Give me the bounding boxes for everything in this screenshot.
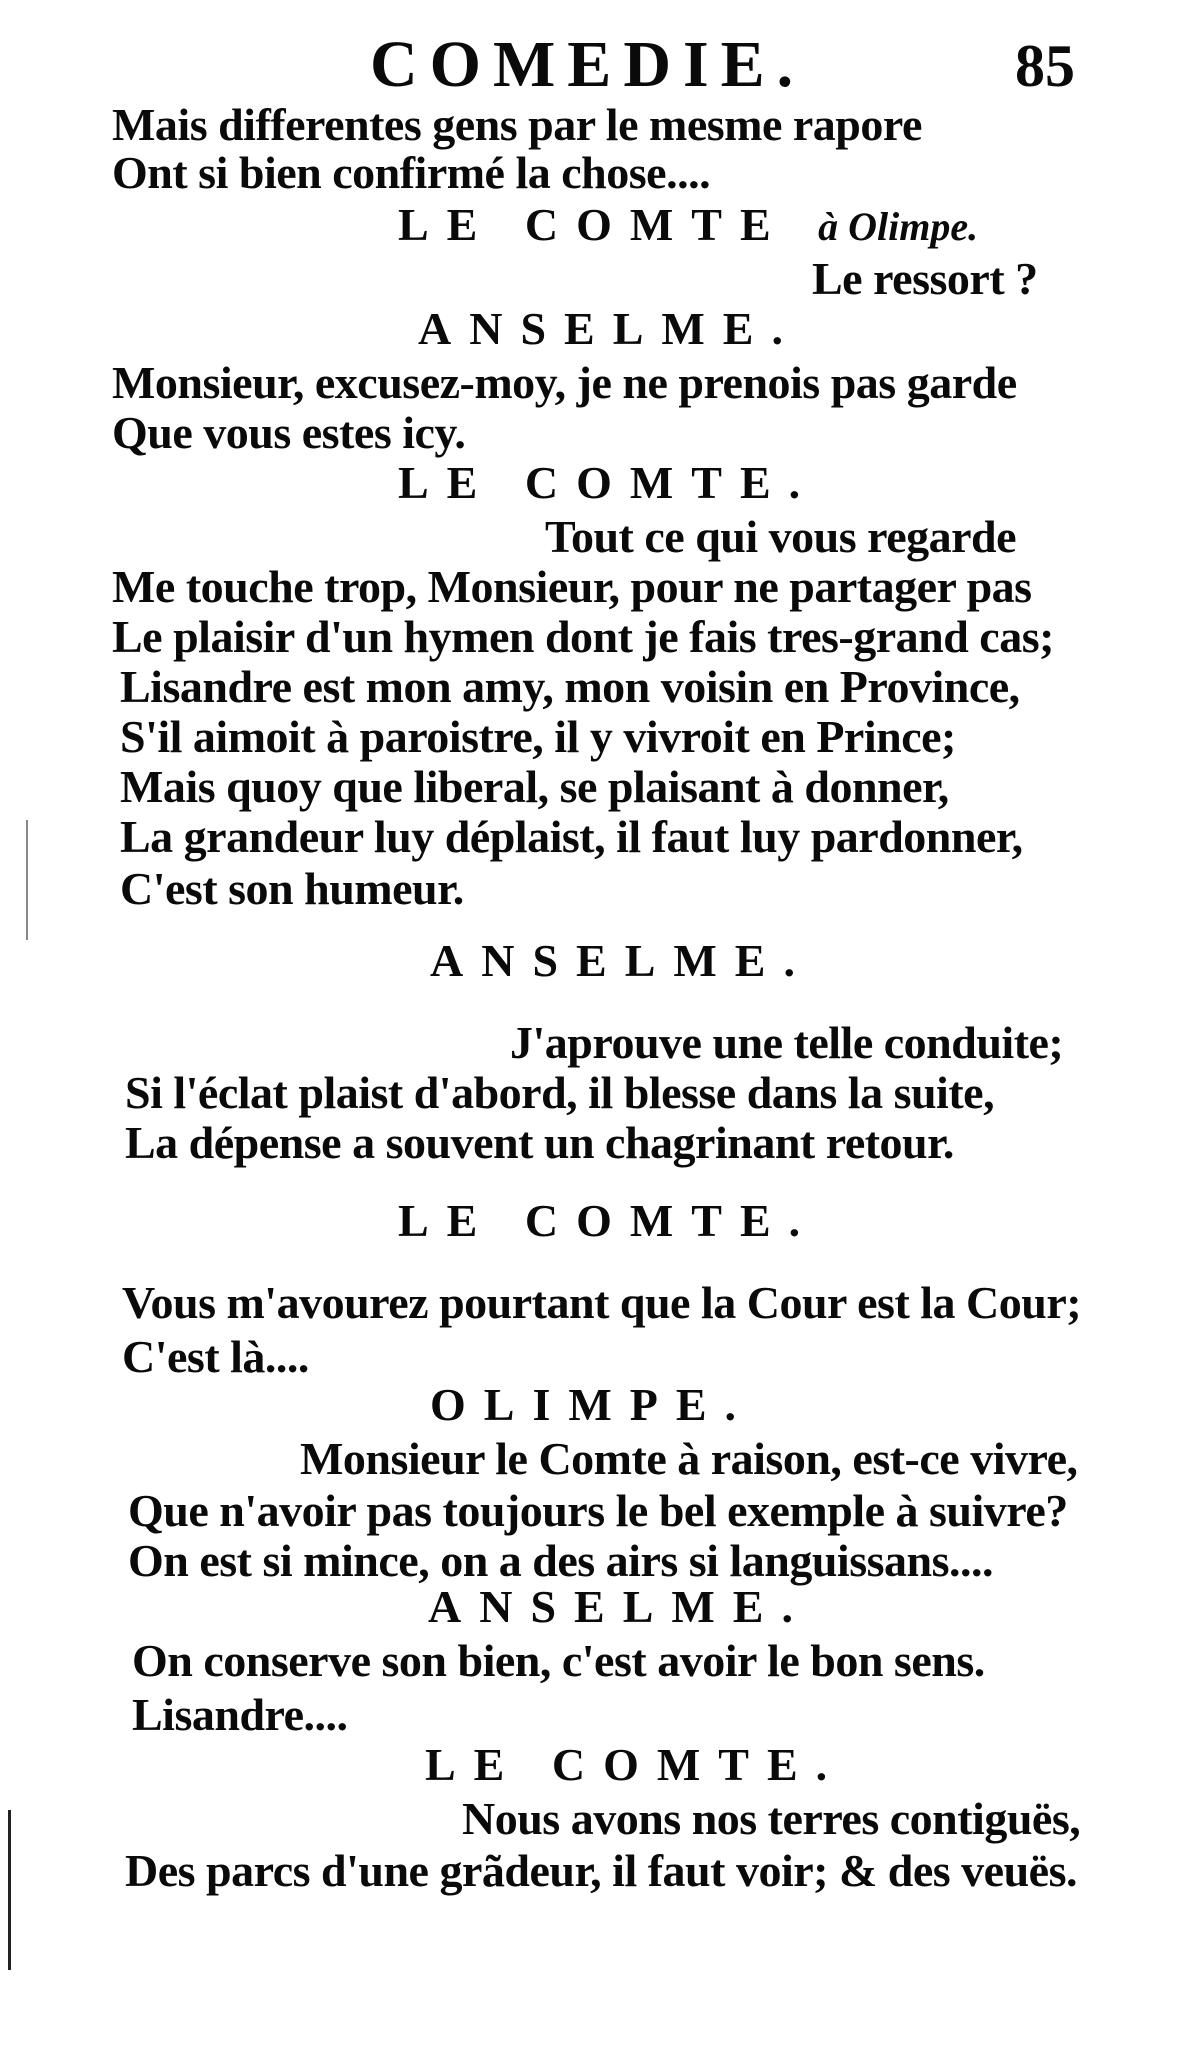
- verse-line: Nous avons nos terres contiguës,: [462, 1793, 1081, 1844]
- verse-line: C'est là....: [122, 1331, 309, 1382]
- speaker-name: ANSELME.: [418, 303, 801, 354]
- verse-line: C'est son humeur.: [120, 863, 464, 914]
- verse-line: Me touche trop, Monsieur, pour ne partager pas: [112, 561, 1032, 612]
- page-number: 85: [1015, 33, 1075, 99]
- verse-line: S'il aimoit à paroistre, il y vivroit en Prince;: [120, 711, 956, 762]
- speaker-label: LE COMTE: [398, 199, 789, 250]
- verse-line: On conserve son bien, c'est avoir le bon sens.: [132, 1635, 985, 1686]
- verse-line: Lisandre est mon amy, mon voisin en Province,: [120, 661, 1020, 712]
- verse-line: Tout ce qui vous regarde: [545, 511, 1017, 562]
- verse-line: Que vous estes icy.: [112, 407, 466, 458]
- verse-line: Lisandre....: [132, 1689, 348, 1740]
- gutter-mark: [26, 820, 28, 940]
- verse-line: Monsieur, excusez-moy, je ne prenois pas garde: [112, 357, 1017, 408]
- verse-line: Monsieur le Comte à raison, est-ce vivre,: [300, 1433, 1078, 1484]
- speaker-name: LE COMTE.: [398, 457, 819, 508]
- verse-line: Le plaisir d'un hymen dont je fais tres-grand cas;: [112, 611, 1054, 662]
- verse-line: J'aprouve une telle conduite;: [510, 1017, 1064, 1068]
- verse-line: Ont si bien confirmé la chose....: [112, 147, 711, 198]
- speaker-name: LE COMTE.: [425, 1739, 846, 1790]
- speaker-name: ANSELME.: [430, 935, 813, 986]
- verse-line: Que n'avoir pas toujours le bel exemple à suivre?: [128, 1485, 1068, 1536]
- verse-line: Vous m'avourez pourtant que la Cour est la Cour;: [122, 1277, 1082, 1328]
- speaker-name: ANSELME.: [428, 1581, 811, 1632]
- running-title: COMEDIE.: [370, 28, 806, 101]
- verse-line: Le ressort ?: [812, 253, 1038, 304]
- gutter-mark: [8, 1810, 11, 1970]
- verse-line: Mais differentes gens par le mesme rapore: [112, 99, 922, 150]
- stage-direction: à Olimpe.: [818, 204, 979, 249]
- speaker-name: OLIMPE.: [430, 1379, 755, 1430]
- speaker-name: [398, 199, 979, 250]
- verse-line: Mais quoy que liberal, se plaisant à donner,: [120, 761, 949, 812]
- verse-line: Des parcs d'une grãdeur, il faut voir; & des veuës.: [125, 1845, 1077, 1896]
- verse-line: Si l'éclat plaist d'abord, il blesse dans la suite,: [125, 1067, 995, 1118]
- verse-line: La dépense a souvent un chagrinant retour.: [125, 1117, 954, 1168]
- speaker-name: LE COMTE.: [398, 1195, 819, 1246]
- verse-line: On est si mince, on a des airs si languissans....: [128, 1535, 993, 1586]
- verse-line: La grandeur luy déplaist, il faut luy pardonner,: [120, 811, 1023, 862]
